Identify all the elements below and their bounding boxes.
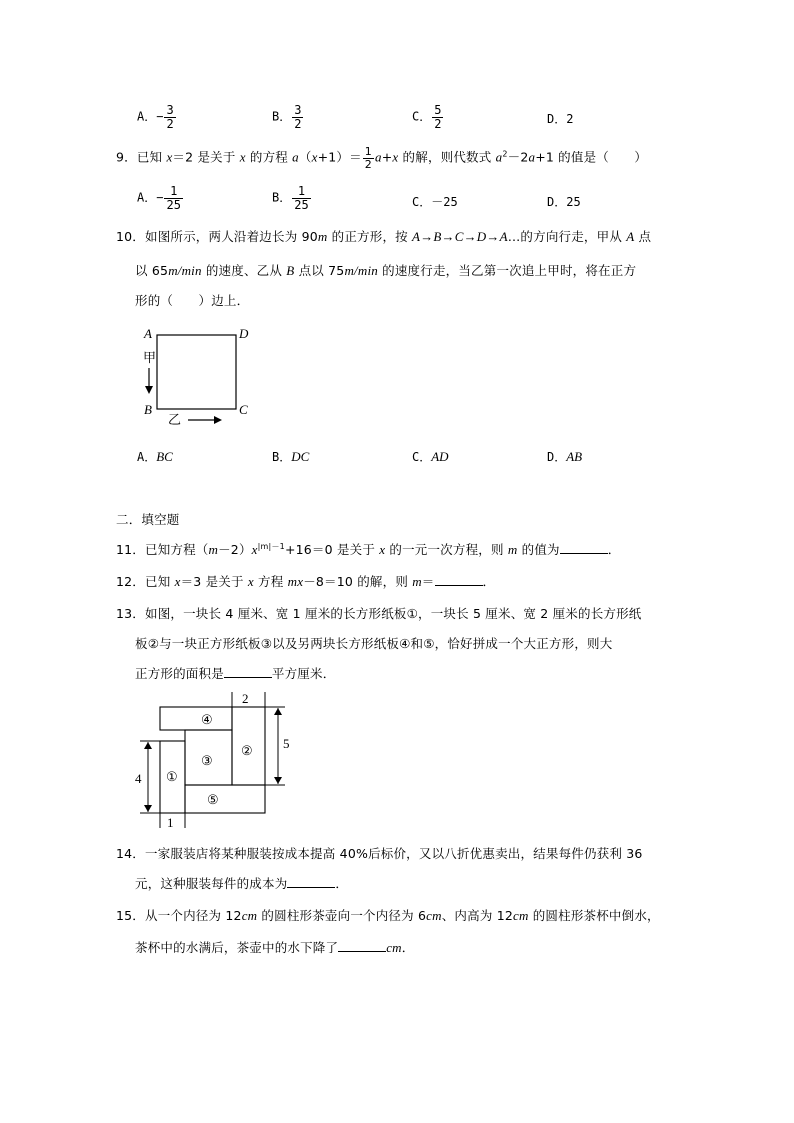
q9-text: + bbox=[381, 149, 393, 165]
q15-unit: cm bbox=[513, 908, 529, 923]
q11 bbox=[116, 540, 620, 558]
q15-line-2 bbox=[135, 938, 414, 956]
q10-line-1 bbox=[116, 227, 651, 245]
q15-answer-blank[interactable] bbox=[338, 941, 386, 952]
q9-text: +1 的值是（ ） bbox=[535, 149, 648, 165]
label-5: ⑤ bbox=[207, 792, 219, 807]
label-1: ① bbox=[166, 769, 178, 784]
q9-c-label: C． bbox=[412, 195, 432, 209]
q8-a-label: A． bbox=[137, 109, 157, 124]
q10-path: A→B→C→D→A bbox=[412, 229, 508, 244]
q9-superscript: 2 bbox=[502, 149, 508, 159]
q9-text: 9．已知 bbox=[116, 149, 167, 165]
q14-answer-blank[interactable] bbox=[287, 877, 335, 888]
q10-unit: m/min bbox=[344, 263, 378, 278]
q15-text: 的圆柱形茶壶向一个内径为 6 bbox=[257, 908, 427, 923]
dim-4-arrow-bottom bbox=[144, 805, 152, 812]
q8-a-num: 3 bbox=[166, 103, 174, 117]
q9-stem bbox=[116, 146, 647, 170]
q15-text: 、内高为 12 bbox=[441, 908, 513, 923]
q11-var: m bbox=[507, 542, 518, 557]
dim-5-arrow-bottom bbox=[274, 777, 282, 784]
q10-option-d bbox=[547, 448, 582, 465]
q12-var: x bbox=[174, 574, 181, 589]
q10-b-label: B． bbox=[272, 450, 292, 464]
q15-unit: cm bbox=[426, 908, 442, 923]
q10-text: 的速度、乙从 bbox=[201, 263, 287, 278]
q10-unit: m bbox=[317, 229, 328, 244]
q8-option-a bbox=[137, 104, 177, 130]
q8-c-label: C． bbox=[412, 109, 432, 124]
q10-a-value: BC bbox=[156, 449, 173, 464]
q10-line-2 bbox=[135, 261, 636, 279]
q11-superscript: |m|－1 bbox=[257, 541, 285, 551]
q12-text: 方程 bbox=[253, 574, 288, 589]
q9-option-a bbox=[137, 185, 184, 211]
q9-var: a bbox=[528, 149, 536, 165]
label-2: ② bbox=[241, 743, 253, 758]
q9-option-b bbox=[272, 185, 312, 211]
q9-text: （ bbox=[298, 149, 312, 165]
q8-d-label: D． bbox=[547, 112, 567, 126]
q9-var: a bbox=[375, 149, 382, 165]
q10-text: 的正方形，按 bbox=[327, 229, 413, 244]
section-title bbox=[116, 510, 180, 528]
q8-a-den: 2 bbox=[166, 116, 174, 131]
q11-text: ． bbox=[607, 542, 621, 557]
q13-line-1 bbox=[116, 604, 642, 622]
label-b: B bbox=[144, 402, 152, 417]
q10-option-b bbox=[272, 448, 309, 465]
q8-c-fraction bbox=[432, 104, 443, 130]
q10-text: 10．如图所示，两人沿着边长为 90 bbox=[116, 229, 318, 244]
q15-text: 15．从一个内径为 12 bbox=[116, 908, 242, 923]
q11-var: m bbox=[208, 542, 219, 557]
q15-text: ． bbox=[401, 940, 415, 955]
q11-var: x bbox=[251, 542, 258, 557]
q10-point: A bbox=[626, 229, 635, 244]
q9-text: ＝2 是关于 bbox=[172, 149, 240, 165]
q8-a-fraction bbox=[164, 104, 175, 130]
square bbox=[157, 335, 236, 409]
q15-text: 茶杯中的水满后，茶壶中的水下降了 bbox=[135, 940, 339, 955]
q12-var: x bbox=[247, 574, 254, 589]
q10-c-label: C． bbox=[412, 450, 432, 464]
q10-text: 点 bbox=[634, 229, 652, 244]
q9-var: x bbox=[239, 149, 246, 165]
q8-b-label: B． bbox=[272, 109, 292, 124]
q14-text: ． bbox=[335, 876, 349, 891]
q14-line-1 bbox=[116, 844, 643, 862]
q12 bbox=[116, 572, 495, 590]
label-c: C bbox=[239, 402, 248, 417]
q9-var: a bbox=[292, 149, 299, 165]
q10-c-value: AD bbox=[431, 449, 449, 464]
q15-line-1 bbox=[116, 906, 660, 924]
q15-unit: cm bbox=[386, 940, 402, 955]
q9-d-value: 25 bbox=[566, 195, 581, 209]
q8-option-c bbox=[412, 104, 444, 130]
q12-text: －8＝10 的解，则 bbox=[303, 574, 413, 589]
q9-text: 的方程 bbox=[245, 149, 293, 165]
piece-4 bbox=[160, 707, 232, 730]
q10-d-label: D． bbox=[547, 450, 567, 464]
q12-text: ． bbox=[482, 574, 496, 589]
label-3: ③ bbox=[201, 753, 213, 768]
dim-1-label: 1 bbox=[167, 815, 174, 830]
q9-frac-num: 1 bbox=[364, 145, 372, 158]
q9-text: +1）＝ bbox=[317, 149, 362, 165]
q8-option-b bbox=[272, 104, 304, 130]
q8-d-value: 2 bbox=[566, 112, 574, 126]
q9-option-c bbox=[412, 193, 458, 210]
q9-c-value: －25 bbox=[431, 195, 458, 209]
q11-text: +16＝0 是关于 bbox=[284, 542, 380, 557]
q11-text: 11．已知方程（ bbox=[116, 542, 209, 557]
piece-5 bbox=[185, 785, 265, 813]
q10-text: 的速度行走，当乙第一次追上甲时，将在正方 bbox=[377, 263, 637, 278]
q13-line-2 bbox=[135, 634, 612, 652]
q9-d-label: D． bbox=[547, 195, 567, 209]
label-yi: 乙 bbox=[168, 413, 182, 427]
q10-a-label: A． bbox=[137, 450, 157, 464]
q12-var: m bbox=[412, 574, 422, 589]
q12-text: ＝ bbox=[421, 574, 435, 589]
q8-c-den: 2 bbox=[434, 116, 442, 131]
q9-b-den: 25 bbox=[294, 197, 309, 212]
q12-answer-blank[interactable] bbox=[435, 575, 483, 586]
q10-text: 点以 75 bbox=[294, 263, 345, 278]
q9-option-d bbox=[547, 193, 581, 210]
q13-line-3 bbox=[135, 664, 335, 682]
dim-4-label: 4 bbox=[135, 771, 142, 786]
q9-frac-den: 2 bbox=[364, 157, 372, 171]
q11-text: 的值为 bbox=[517, 542, 560, 557]
q12-text: ＝3 是关于 bbox=[180, 574, 248, 589]
q9-b-num: 1 bbox=[292, 185, 310, 199]
q10-option-c bbox=[412, 448, 449, 465]
q8-b-den: 2 bbox=[294, 116, 302, 131]
q8-option-d bbox=[547, 110, 573, 127]
q10-square-figure bbox=[140, 322, 260, 427]
q10-text: …的方向行走，甲从 bbox=[507, 229, 627, 244]
q10-d-value: AB bbox=[566, 449, 583, 464]
dim-5-label: 5 bbox=[283, 736, 290, 751]
q9-b-label: B． bbox=[272, 190, 292, 205]
q9-a-label: A． bbox=[137, 190, 157, 205]
q9-var: a bbox=[495, 149, 503, 165]
q9-text: 的解，则代数式 bbox=[398, 149, 496, 165]
q9-fraction bbox=[363, 146, 374, 170]
label-d: D bbox=[239, 326, 249, 341]
q14-text: 14．一家服装店将某种服装按成本提高 40%后标价，又以八折优惠卖出，结果每件仍获利 36 bbox=[116, 846, 643, 861]
q14-line-2 bbox=[135, 874, 348, 892]
dim-5-arrow-top bbox=[274, 708, 282, 715]
q10-b-value: DC bbox=[291, 449, 310, 464]
q8-a-sign: − bbox=[156, 109, 164, 124]
arrow-right-head bbox=[214, 416, 222, 424]
q9-var: x bbox=[311, 149, 318, 165]
q15-unit: cm bbox=[241, 908, 258, 923]
q9-a-fraction bbox=[164, 185, 182, 211]
q8-b-num: 3 bbox=[294, 103, 302, 117]
q13-answer-blank[interactable] bbox=[224, 667, 272, 678]
q14-text: 元，这种服装每件的成本为 bbox=[135, 876, 288, 891]
q9-b-fraction bbox=[292, 185, 310, 211]
q15-text: 的圆柱形茶杯中倒水， bbox=[528, 908, 660, 923]
q9-a-num: 1 bbox=[164, 185, 182, 199]
q12-text: 12．已知 bbox=[116, 574, 175, 589]
q13-text: 正方形的面积是 bbox=[135, 666, 224, 681]
q13-text: 13．如图，一块长 4 厘米、宽 1 厘米的长方形纸板①，一块长 5 厘米、宽 2 厘米的长方形纸 bbox=[116, 606, 642, 621]
q13-text: 平方厘米． bbox=[271, 666, 336, 681]
q11-text: －2） bbox=[218, 542, 252, 557]
q11-text: 的一元一次方程，则 bbox=[385, 542, 508, 557]
q11-answer-blank[interactable] bbox=[560, 543, 608, 554]
q10-unit: m/min bbox=[168, 263, 202, 278]
label-a: A bbox=[144, 326, 152, 341]
q13-square-figure bbox=[135, 688, 300, 830]
dim-4-arrow-top bbox=[144, 742, 152, 749]
q12-var: mx bbox=[287, 574, 304, 589]
arrow-down-head bbox=[145, 386, 153, 394]
q9-a-den: 25 bbox=[166, 197, 181, 212]
q8-c-num: 5 bbox=[434, 103, 442, 117]
q9-var: x bbox=[166, 149, 173, 165]
q11-var: x bbox=[379, 542, 386, 557]
dim-2-label: 2 bbox=[242, 691, 249, 706]
q13-text: 板②与一块正方形纸板③以及另两块长方形纸板④和⑤，恰好拼成一个大正方形，则大 bbox=[135, 636, 613, 651]
q10-point: B bbox=[286, 263, 295, 278]
label-jia: 甲 bbox=[143, 351, 157, 366]
q9-var: x bbox=[392, 149, 399, 165]
q10-option-a bbox=[137, 448, 173, 465]
section-title-text: 二．填空题 bbox=[116, 512, 180, 527]
q9-text: －2 bbox=[507, 149, 529, 165]
label-4: ④ bbox=[201, 712, 213, 727]
q9-a-sign: − bbox=[156, 190, 164, 205]
q10-line-3 bbox=[135, 291, 249, 309]
q10-text: 形的（ ）边上． bbox=[135, 293, 250, 308]
q10-text: 以 65 bbox=[135, 263, 169, 278]
q8-b-fraction bbox=[292, 104, 303, 130]
